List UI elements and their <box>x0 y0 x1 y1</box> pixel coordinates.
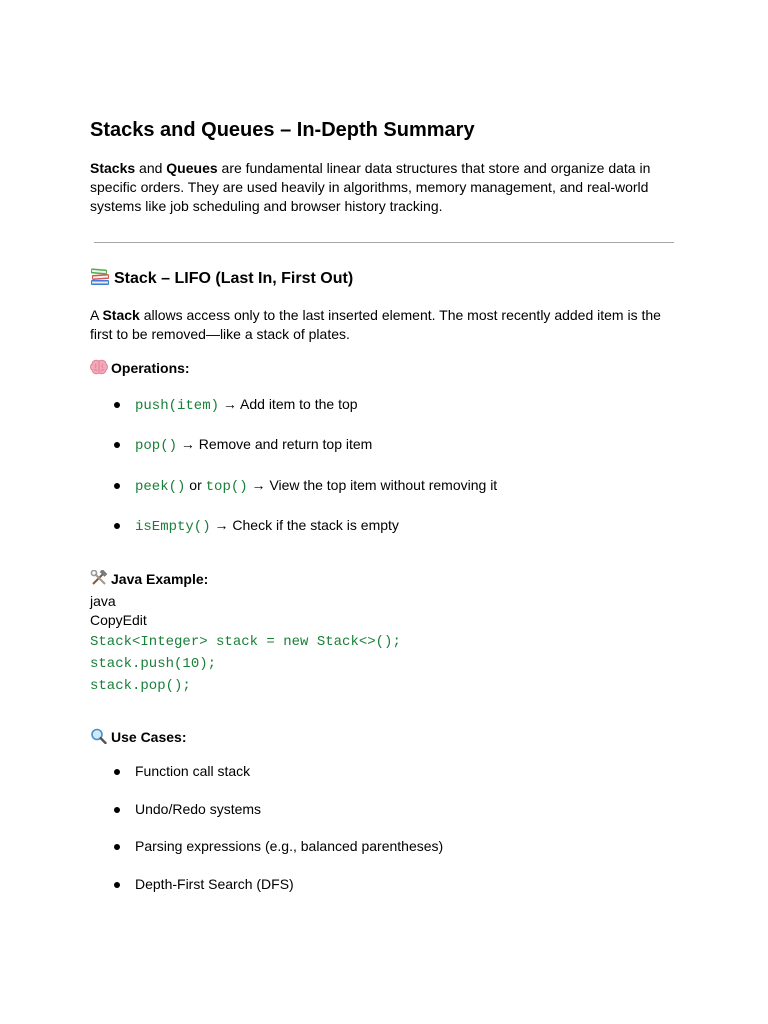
code-language-label: java <box>90 593 116 609</box>
stack-desc-text: allows access only to the last inserted element. The most recently added item is the first to be removed—like a stack of plates. <box>90 307 661 342</box>
use-case-text: Parsing expressions (e.g., balanced parentheses) <box>135 838 444 854</box>
op-push-desc: → Add item to the top <box>219 396 358 412</box>
copy-edit-label[interactable]: CopyEdit <box>90 612 147 628</box>
books-icon <box>90 268 110 286</box>
java-example-heading <box>90 570 208 589</box>
horizontal-divider <box>94 242 674 243</box>
op-peek-or: or <box>185 477 206 493</box>
code-pop: pop() <box>135 438 178 454</box>
bullet-dot <box>114 882 120 888</box>
stack-desc-prefix: A <box>90 307 103 323</box>
page-title: Stacks and Queues – In-Depth Summary <box>90 119 475 141</box>
code-push: push(item) <box>135 398 220 414</box>
bullet-dot <box>114 483 120 489</box>
intro-and: and <box>135 160 167 176</box>
magnifying-glass-icon <box>90 728 108 744</box>
operations-heading <box>90 359 190 378</box>
intro-term-stacks: Stacks <box>90 160 136 176</box>
java-example-label: Java Example: <box>111 571 209 587</box>
use-case-text: Depth-First Search (DFS) <box>135 876 294 892</box>
use-case-text: Function call stack <box>135 763 251 779</box>
bullet-dot <box>114 769 120 775</box>
op-pop-desc: → Remove and return top item <box>177 436 373 452</box>
operations-label: Operations: <box>111 360 190 376</box>
op-peek-desc: → View the top item without removing it <box>247 477 498 493</box>
intro-text: are fundamental linear data structures that store and organize data in specific orders. They are used heavily in algorithms, memory management, and real-world systems like job scheduling and browser history tracking. <box>90 160 651 214</box>
code-line: Stack<Integer> stack = new Stack<>(); <box>90 634 401 650</box>
intro-term-queues: Queues <box>166 160 218 176</box>
op-isempty-desc: → Check if the stack is empty <box>210 517 399 533</box>
code-line: stack.pop(); <box>90 678 191 694</box>
use-cases-label: Use Cases: <box>111 729 187 745</box>
bullet-dot <box>114 523 120 529</box>
use-case-text: Undo/Redo systems <box>135 801 262 817</box>
bullet-dot <box>114 807 120 813</box>
stack-desc-term: Stack <box>102 307 140 323</box>
code-peek: peek() <box>135 479 186 495</box>
code-isempty: isEmpty() <box>135 519 211 535</box>
brain-icon <box>90 359 108 375</box>
bullet-dot <box>114 402 120 408</box>
java-code-block <box>90 631 401 697</box>
intro-paragraph <box>90 159 670 216</box>
bullet-dot <box>114 844 120 850</box>
bullet-dot <box>114 442 120 448</box>
hammer-and-wrench-icon <box>90 570 108 586</box>
code-top: top() <box>205 479 248 495</box>
stack-section-title-text: Stack – LIFO (Last In, First Out) <box>114 270 354 287</box>
stack-section-title <box>90 268 353 290</box>
stack-description <box>90 306 670 344</box>
use-cases-heading <box>90 728 187 747</box>
code-line: stack.push(10); <box>90 656 217 672</box>
